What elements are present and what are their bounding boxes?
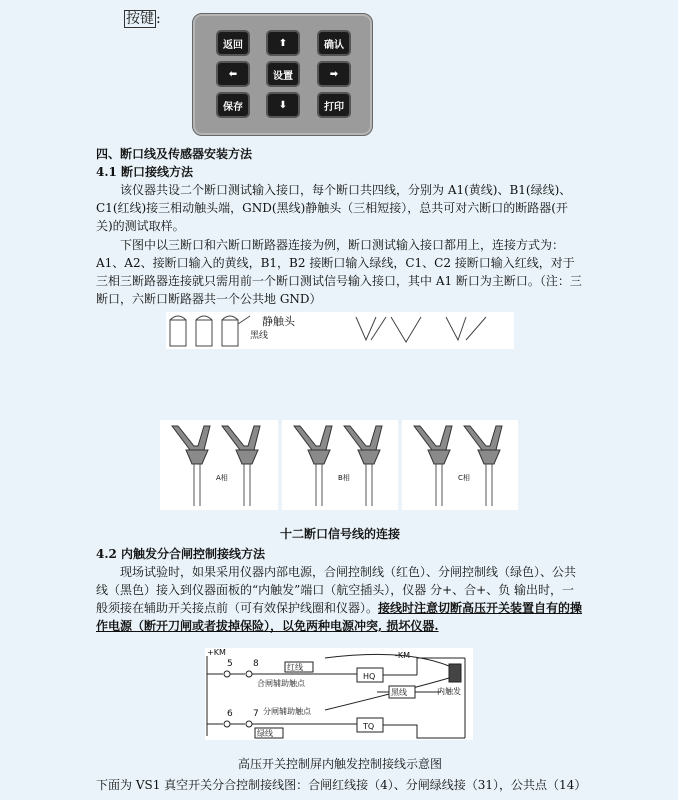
wiring-diagram (205, 648, 473, 740)
section-41-title: 4.1 断口接线方法 (96, 165, 194, 179)
twelve-break-caption: 十二断口信号线的连接 (279, 527, 400, 541)
black-wire-label: 黑线 (250, 331, 269, 341)
wiring-diagram-caption: 高压开关控制屏内触发控制接线示意图 (237, 757, 442, 771)
keys-heading: 按键 : (126, 11, 161, 27)
node-5-label: 5 (227, 659, 233, 669)
section-42-body (96, 563, 584, 635)
phase-b-label: B相 (338, 474, 350, 482)
print-key: 打印 (319, 94, 349, 116)
save-key: 保存 (218, 94, 248, 116)
phase-c-connector-image (402, 420, 518, 510)
down-arrow-key: ⬇ (268, 94, 298, 116)
green-wire-label: 绿线 (257, 729, 273, 738)
section-42-title: 4.2 内触发分合闸控制接线方法 (96, 547, 266, 561)
km-minus-label: -KM (395, 651, 411, 660)
contacts-sketch-figure (166, 312, 514, 349)
section-42-warning: 接线时注意切断高压开关装置自有的操作电源（断开刀闸或者拔掉保险），以免两种电源冲突, 损坏仪器. (96, 601, 583, 633)
red-wire-label: 红线 (287, 663, 303, 672)
paragraph-41-example: 下图中以三断口和六断口断路器连接为例，断口测试输入接口都用上，连接方式为：A1、A2、接断口输入的黄线，B1，B2 接断口输入绿线，C1、C2 接断口输入红线，对于三相三断路器连接就只需用前一个断口测试信号输入接口，其中 A1 断口为主断口。（注：三断口，六断口断路器共一个公共地 GND） (96, 238, 582, 306)
set-key: 设置 (268, 63, 298, 85)
node-6-label: 6 (227, 709, 233, 719)
black-wire-diagram-label: 黑线 (391, 688, 407, 697)
static-contact-label: 静触头 (262, 315, 295, 328)
up-arrow-key: ⬆ (268, 32, 298, 54)
phase-a-connector-image (160, 420, 278, 510)
confirm-key: 确认 (319, 32, 349, 54)
node-7-label: 7 (253, 709, 259, 719)
keypad-image (192, 13, 373, 136)
close-aux-contact-label: 合闸辅助触点 (257, 679, 305, 688)
internal-trigger-label: 内触发 (437, 687, 461, 696)
section-42-paragraph: 现场试验时，如果采用仪器内部电源，合闸控制线（红色）、分闸控制线（绿色）、公共线（黑色）接入到仪器面板的“内触发”端口（航空插头），仪器 分+、合+、负 输出时，一般须接在辅助开关接点前（可有效保护线圈和仪器）。 (96, 565, 577, 615)
left-arrow-key: ⬅ (218, 63, 248, 85)
km-plus-label: +KM (207, 648, 226, 657)
tq-label: TQ (363, 722, 375, 731)
right-arrow-key: ➡ (319, 63, 349, 85)
phase-b-connector-image (282, 420, 398, 510)
vs1-wiring-line: 下面为 VS1 真空开关分合控制接线图：合闸红线接（4）、分闸绿线接（31），公共点（14） (96, 778, 587, 792)
section-4-title: 四、断口线及传感器安装方法 (96, 147, 253, 161)
phase-c-label: C相 (458, 474, 470, 482)
back-key: 返回 (218, 32, 248, 54)
hq-label: HQ (363, 672, 376, 681)
paragraph-41-body: 该仪器共设二个断口测试输入接口，每个断口共四线，分别为 A1(黄线)、B1(绿线)、C1(红线)接三相动触头端，GND(黑线)静触头（三相短接），总共可对六断口的断路器(开关)的测试取样。 (96, 183, 572, 233)
phase-a-label: A相 (216, 474, 228, 482)
keys-label: 按键 (126, 11, 154, 27)
open-aux-contact-label: 分闸辅助触点 (263, 707, 311, 716)
node-8-label: 8 (253, 659, 259, 669)
